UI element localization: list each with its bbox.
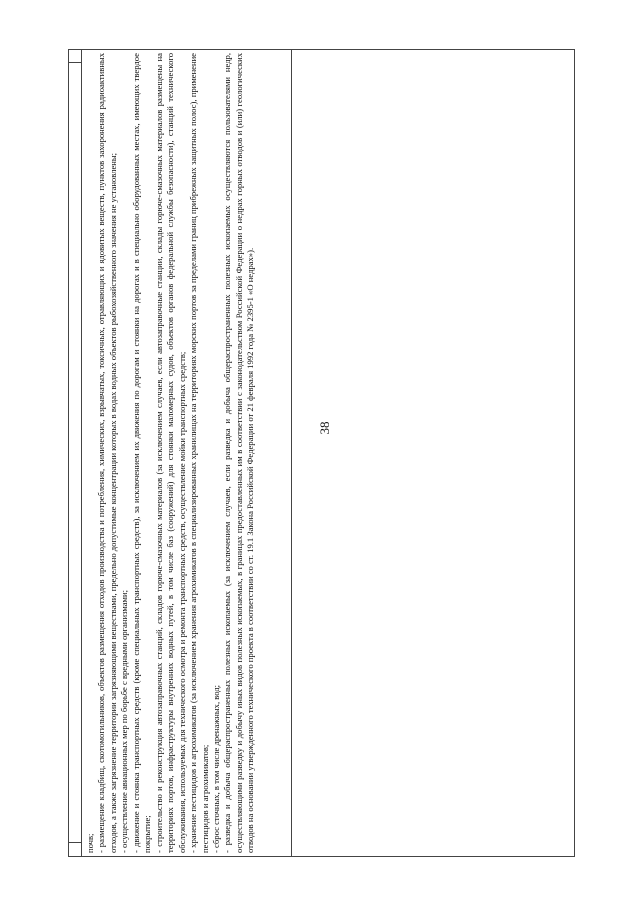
document-table xyxy=(68,49,575,857)
table-row-divider xyxy=(69,62,81,63)
page-number: 38 xyxy=(317,421,332,435)
paragraph: почв; xyxy=(85,833,95,853)
table-column-divider xyxy=(291,50,292,856)
paragraph: - хранение пестицидов и агрохимикатов (за исключением хранения агрохимикатов в специализированных хранилищах на территориях морских портов за пределами границ прибрежных защитных полос), применение пестицидов и агрохимикатов; xyxy=(188,53,210,853)
restrictions-text-cell xyxy=(81,50,291,856)
paragraph: - движение и стоянка транспортных средств (кроме специальных транспортных средств), за исключением их движения по дорогам и стоянки на дорогах и в специально оборудованных местах, имеющих твердое покрытие; xyxy=(130,53,153,853)
paragraph: - строительство и реконструкция автозаправочных станций, складов горюче-смазочных материалов (за исключением случаев, если автозаправочные станции, склады горюче-смазочных материалов размещены на территориях портов, инфраструктуры внутренних водных путей, в том числе баз (сооружений) для стоянки маломерных судов, объектов органов федеральной службы безопасности), станций технического обслуживания, используемых для технического осмотра и ремонта транспортных средств, осуществление мойки транспортных средств; xyxy=(153,53,187,853)
table-row-divider xyxy=(69,842,81,843)
paragraph: - разведка и добыча общераспространенных полезных ископаемых (за исключением случаев, если разведка и добыча общераспространенных полезных ископаемых осуществляются пользователями недр, осуществляющими разведку и добычу иных видов полезных ископаемых, в границах предоставленных им в соответствии с законодательством Российской Федерации о недрах горных отводов и (или) геологических отводов на основании утвержденного технического проекта в соответствии со ст. 19.1 Закона Российской Федерации от 21 февраля 1992 года № 2395-1 «О недрах»). xyxy=(222,53,256,853)
paragraph: - размещение кладбищ, скотомогильников, объектов размещения отходов производства и потребления, химических, взрывчатых, токсичных, отравляющих и ядовитых веществ, пунктов захоронения радиоактивных отходов, а также загрязнение территории загрязняющими веществами, предельно допустимые концентрации которых в водах водных объектов рыбохозяйственного значения не установлены; xyxy=(96,53,118,853)
paragraph: - сброс сточных, в том числе дренажных, вод; xyxy=(210,684,221,853)
rotated-text-block xyxy=(85,53,291,853)
paragraph: - осуществление авиационных мер по борьбе с вредными организмами; xyxy=(119,590,130,853)
